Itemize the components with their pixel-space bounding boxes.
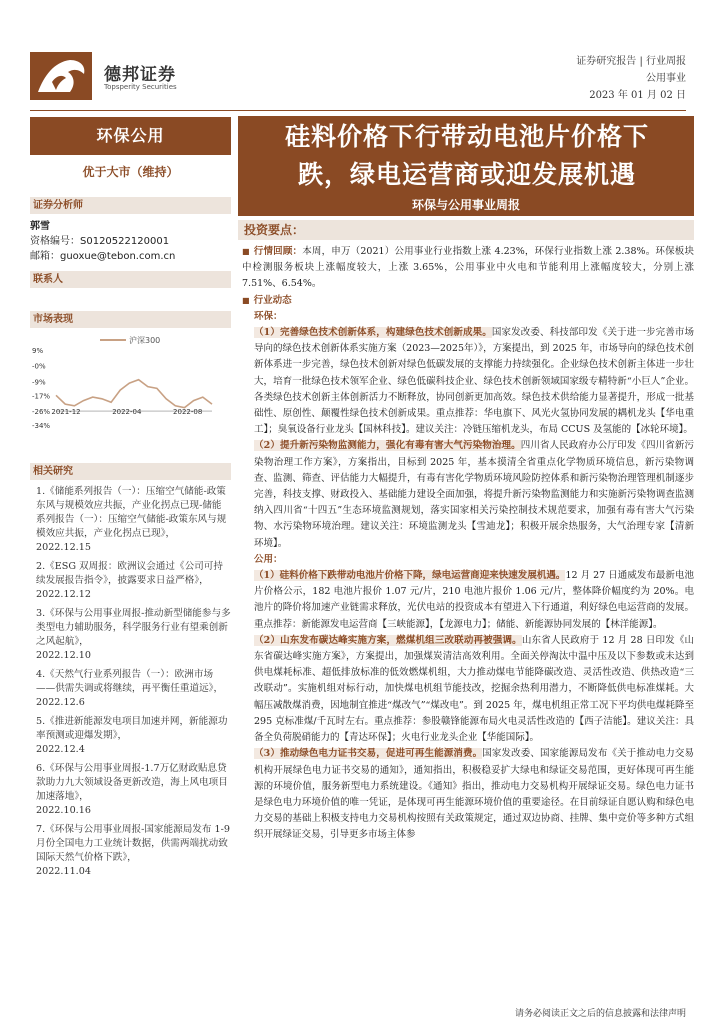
related-report-title: 5.《推进新能源发电项目加速并网，新能源功率预测或迎爆发期》，	[36, 716, 228, 741]
disclaimer-footer[interactable]: 请务必阅读正文之后的信息披露和法律声明	[514, 1009, 686, 1019]
legend-label: 沪深300	[129, 336, 161, 345]
report-body	[242, 244, 694, 844]
market-performance-chart	[30, 330, 231, 430]
report-meta	[576, 53, 686, 104]
market-review-label: 行情回顾：	[253, 246, 303, 257]
related-report-title: 3.《环保与公用事业周报-推动新型储能参与多类型电力辅助服务，科学服务行业有望乘创新之风起航》，	[36, 608, 231, 647]
util-item-2	[242, 633, 694, 746]
related-report-item[interactable]	[30, 668, 231, 710]
util-item-3-head: （3）推动绿色电力证书交易，促进可再生能源消费。	[254, 748, 483, 760]
y-tick-label: -17%	[32, 392, 51, 401]
related-report-item[interactable]	[30, 485, 231, 555]
related-reports-list	[30, 485, 231, 884]
env-heading	[242, 309, 694, 325]
header-divider	[30, 110, 686, 111]
logo-english-name: Topsperity Securities	[104, 83, 177, 91]
related-report-item[interactable]	[30, 560, 231, 602]
rating: 优于大市（维持）	[82, 165, 179, 179]
related-report-item[interactable]	[30, 607, 231, 663]
x-tick-label: 2022-04	[112, 408, 142, 417]
market-review-text: 本周，申万（2021）公用事业行业指数上涨 4.23%，环保行业指数上涨 2.38%。环保板块中检测服务板块上涨幅度较大，上涨 3.65%，公用事业中火电和节能利用上涨幅度较大，分别上涨 7.51%、6.54%。	[242, 246, 694, 290]
env-item-1-head: （1）完善绿色技术创新体系，构建绿色技术创新成果。	[254, 327, 492, 339]
related-report-title: 2.《ESG 双周报：欧洲议会通过《公司可持续发展报告指令》，披露要求日益严格》，	[36, 561, 223, 586]
related-report-title: 1.《储能系列报告（一）：压缩空气储能-政策东风与规模效应共振，产业化拐点已现-储能系列报告（一）：压缩空气储能-政策东风与规模效应共振，产业化拐点已现》，	[36, 486, 227, 539]
y-tick-label: -0%	[32, 362, 46, 371]
market-review: ■ 行情回顾：本周，申万（2021）公用事业行业指数上涨 4.23%，环保行业指数上涨 2.38%。环保板块中检测服务板块上涨幅度较大，上涨 3.65%，公用事业中火电和节能利用上涨幅度较大，分别上涨 7.51%、6.54%。	[242, 246, 694, 290]
util-heading	[242, 552, 694, 568]
analyst-info	[30, 219, 175, 264]
y-tick-label: 9%	[32, 347, 44, 355]
title-line-2: 跌，绿电运营商或迎发展机遇	[297, 160, 636, 189]
key-points-heading: 投资要点：	[238, 220, 694, 240]
related-report-date: 2022.11.04	[36, 866, 91, 877]
report-type: 证券研究报告 | 行业周报	[576, 56, 686, 67]
util-label: 公用：	[254, 553, 283, 565]
report-subtitle: 环保与公用事业周报	[411, 198, 520, 212]
analyst-name: 郭雪	[30, 221, 50, 232]
logo-name: 德邦证券	[104, 65, 176, 85]
report-date: 2023 年 01 月 02 日	[589, 90, 686, 101]
env-label: 环保：	[254, 310, 283, 322]
related-heading: 相关研究	[30, 463, 231, 480]
util-item-1-text: 12 月 27 日通威发布最新电池片价格公示，182 电池片报价 1.07 元/片，210 电池片报价 1.06 元/片，整体降价幅度约为 20%。电池片的降价将加速产业链需求释放，光伏电站的投资成本有望进入下行通道，利好绿色电运营商的发展。重点推荐：新能源发电运营商【三峡能源】，【龙源电力】；储能、新能源协同发展的【林洋能源】。	[254, 570, 694, 630]
series-line-hs300	[56, 380, 212, 408]
util-item-2-text: 山东省人民政府于 12 月 28 日印发《山东省碳达峰实施方案》，方案提出，加强煤炭清洁高效利用。全面关停淘汰中温中压及以下参数或未达到供电煤耗标准、超低排放标准的低效燃煤机组，大力推动煤电节能降碳改造、灵活性改造、供热改造“三改联动”。实施机组对标行动，加快煤电机组节能技改，挖掘余热利用潜力，不断降低供电标准煤耗。大幅压减散煤消费，因地制宜推进“煤改气”“煤改电”。到 2025 年，煤电机组正常工况下平均供电煤耗降至 295 克标准煤/千瓦时左右。重点推荐：参股赣锋能源布局火电灵活性改造的【西子洁能】。建议关注：具备全负荷脱硝能力的【青达环保】；火电行业龙头企业【华能国际】。	[254, 634, 694, 744]
y-tick-label: -34%	[32, 422, 51, 430]
env-item-1	[242, 325, 694, 438]
industry: 公用事业	[646, 73, 686, 84]
analyst-heading: 证券分析师	[30, 197, 231, 214]
sector-label: 环保公用	[30, 117, 231, 155]
y-tick-label: -9%	[32, 378, 46, 387]
dynamics-label: 行业动态	[253, 294, 292, 306]
market-heading: 市场表现	[30, 311, 231, 328]
contact-heading: 联系人	[30, 271, 231, 288]
related-report-date: 2022.12.10	[36, 650, 91, 661]
env-item-2-text: 四川省人民政府办公厅印发《四川省新污染物治理工作方案》，方案指出，目标到 2025 年，基本摸清全省重点化学物质环境信息，新污染物调查、监测、筛查、评估能力大幅提升，有毒有害化学物质环境风险防控体系和新污染物治理管理机制逐步完善，科技支撑、财政投入、基础能力建设全面加强，将提升新污染物监测能力和实施新污染物调查监测纳入四川省“十四五”生态环境监测规划，落实国家相关污染控制技术规范要求，加强有毒有害大气污染物、水污染物环境治理。建议关注：环境监测龙头【雪迪龙】；积极开展余热服务，大气治理专家【清新环境】。	[254, 440, 694, 549]
analyst-email[interactable]: 邮箱：guoxue@tebon.com.cn	[30, 251, 176, 262]
env-item-2	[242, 438, 694, 551]
x-tick-label: 2022-08	[173, 408, 203, 417]
related-report-title: 7.《环保与公用事业周报-国家能源局发布 1-9 月份全国电力工业统计数据，供需两端扰动致国际天然气价格下跌》，	[36, 824, 230, 863]
related-report-date: 2022.10.16	[36, 805, 91, 816]
related-report-item[interactable]	[30, 715, 231, 757]
util-item-3	[242, 746, 694, 843]
related-report-date: 2022.12.12	[36, 589, 91, 600]
dynamics-heading: ■ 行业动态	[242, 294, 292, 306]
util-item-1	[242, 568, 694, 633]
util-item-3-text: 国家发改委、国家能源局发布《关于推动电力交易机构开展绿色电力证书交易的通知》，通知指出，积极稳妥扩大绿电和绿证交易范围，更好体现可再生能源的环境价值，服务新型电力系统建设。《通知》指出，推动电力交易机构开展绿证交易。绿色电力证书是绿色电力环境价值的唯一凭证，是体现可再生能源环境价值的重要途径。在目前绿证自愿认购和绿色电力交易的基础上积极支持电力交易机构按照有关政策规定，通过双边协商、挂牌、集中竞价等多种方式组织开展绿证交易，引导更多市场主体参	[254, 748, 694, 841]
y-tick-label: -26%	[32, 408, 51, 417]
title-line-1: 硅料价格下行带动电池片价格下	[284, 122, 649, 151]
related-report-date: 2022.12.4	[36, 744, 85, 755]
analyst-license: 资格编号：S0120522120001	[30, 236, 170, 247]
related-report-date: 2022.12.6	[36, 697, 85, 708]
tebon-logo-icon	[30, 52, 92, 100]
related-report-title: 4.《天然气行业系列报告（一）：欧洲市场——供需失调或将继续，再平衡任重道远》，	[36, 669, 224, 694]
x-tick-label: 2021-12	[51, 408, 81, 417]
related-report-item[interactable]	[30, 823, 231, 879]
env-item-2-head: （2）提升新污染物监测能力，强化有毒有害大气污染物治理。	[254, 440, 521, 452]
related-report-date: 2022.12.15	[36, 542, 91, 553]
related-report-item[interactable]	[30, 762, 231, 818]
util-item-1-head: （1）硅料价格下跌带动电池片价格下降，绿电运营商迎来快速发展机遇。	[254, 570, 566, 582]
util-item-2-head: （2）山东发布碳达峰实施方案，燃煤机组三改联动再被强调。	[254, 634, 522, 646]
env-item-1-text: 国家发改委、科技部印发《关于进一步完善市场导向的绿色技术创新体系实施方案（2023—2025年）》，方案提出，到 2025 年，市场导向的绿色技术创新体系进一步完善，绿色技术创新对绿色低碳发展的支撑能力持续强化。企业绿色技术创新主体进一步壮大，培育一批绿色技术领军企业、绿色低碳科技企业、绿色技术创新领域国家级专精特新“小巨人”企业。各类绿色技术创新主体创新活力不断释放，协同创新更加高效。绿色技术供给能力显著提升，形成一批基础性、原创性、颠覆性绿色技术创新成果。重点推荐：华电旗下、风光火氢协同发展的耦机龙头【华电重工】；臭氧设备行业龙头【国林科技】。建议关注：冷链压缩机龙头，布局 CCUS 及氢能的【冰轮环境】。	[254, 327, 694, 436]
related-report-title: 6.《环保与公用事业周报-1.7万亿财政贴息贷款助力九大领域设备更新改造，海上风电项目加速落地》，	[36, 763, 228, 802]
report-title	[244, 118, 690, 194]
